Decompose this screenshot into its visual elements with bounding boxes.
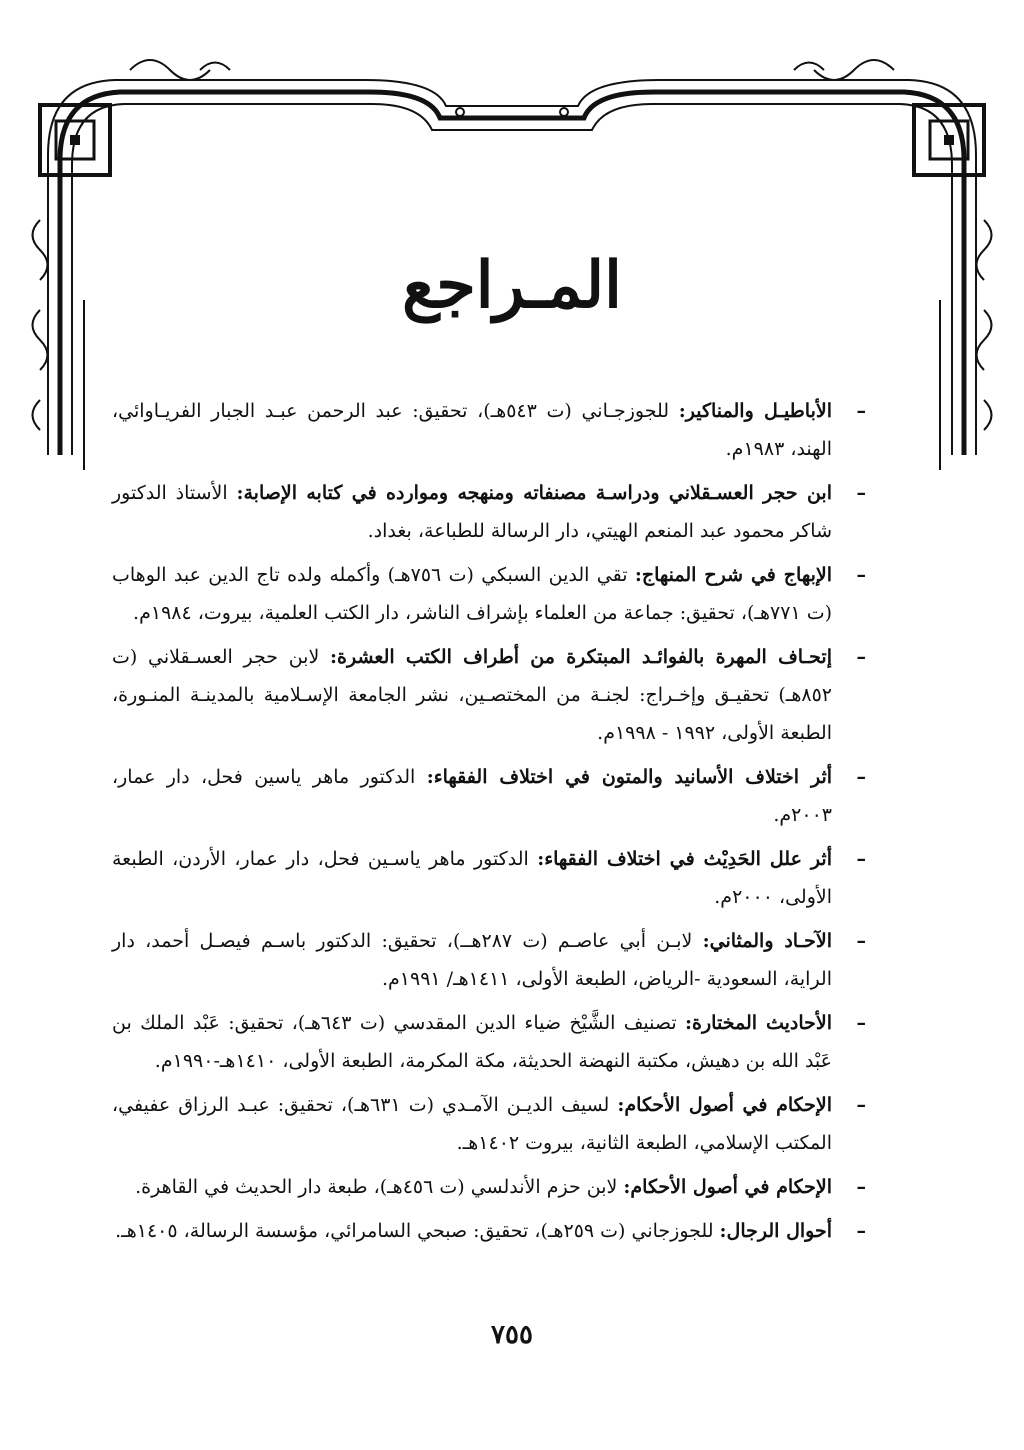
reference-title: الأحاديث المختارة: <box>685 1012 833 1034</box>
list-bullet: – <box>856 1176 866 1198</box>
reference-details: الدكتور ماهر ياسـين فحل، دار عمار، الأردن، الطبعة الأولى، ٢٠٠٠م. <box>112 848 832 908</box>
reference-entry <box>112 638 866 752</box>
list-bullet: – <box>856 646 866 668</box>
reference-details: تصنيف الشَّيْخ ضياء الدين المقدسي (ت ٦٤٣هـ)، تحقيق: عَبْد الملك بن عَبْد الله بن دهيش، مكتبة النهضة الحديثة، مكة المكرمة، الطبعة الأولى، ١٤١٠هـ-١٩٩٠م. <box>112 1012 832 1072</box>
reference-entry <box>112 1168 866 1206</box>
reference-details: للجوزجاني (ت ٢٥٩هـ)، تحقيق: صبحي السامرائي، مؤسسة الرسالة، ١٤٠٥هـ. <box>115 1220 714 1242</box>
reference-entry <box>112 758 866 834</box>
reference-details: لابـن أبي عاصـم (ت ٢٨٧هــ)، تحقيق: الدكتور باسـم فيصـل أحمد، دار الراية، السعودية -الرياض، الطبعة الأولى، ١٤١١هـ/ ١٩٩١م. <box>112 930 832 990</box>
reference-details: الدكتور ماهر ياسين فحل، دار عمار، ٢٠٠٣م. <box>112 766 832 826</box>
reference-entry <box>112 922 866 998</box>
list-bullet: – <box>856 848 866 870</box>
list-bullet: – <box>856 1220 866 1242</box>
reference-title: ابن حجر العسـقلاني ودراسـة مصنفاته ومنهجه وموارده في كتابه الإصابة: <box>236 482 833 504</box>
reference-details: لسيف الديـن الآمـدي (ت ٦٣١هـ)، تحقيق: عبـد الرزاق عفيفي، المكتب الإسلامي، الطبعة الثانية، بيروت ١٤٠٢هـ. <box>112 1094 832 1154</box>
reference-title: أثر اختلاف الأسانيد والمتون في اختلاف الفقهاء: <box>426 766 833 788</box>
reference-entry <box>112 556 866 632</box>
reference-title: الأباطيـل والمناكير: <box>678 400 832 422</box>
page-title: المـراجع <box>402 248 622 323</box>
reference-entry <box>112 1004 866 1080</box>
reference-title: أثر علل الحَدِيْث في اختلاف الفقهاء: <box>537 848 832 870</box>
reference-entry <box>112 1212 866 1250</box>
reference-title: إتحـاف المهرة بالفوائـد المبتكرة من أطراف الكتب العشرة: <box>330 646 832 668</box>
list-bullet: – <box>856 930 866 952</box>
page-number: ٧٥٥ <box>491 1320 533 1350</box>
reference-details: تقي الدين السبكي (ت ٧٥٦هـ) وأكمله ولده تاج الدين عبد الوهاب (ت ٧٧١هـ)، تحقيق: جماعة من العلماء بإشراف الناشر، دار الكتب العلمية، بيروت، ١٩٨٤م. <box>112 564 832 624</box>
reference-title: الإبهاج في شرح المنهاج: <box>634 564 832 586</box>
list-bullet: – <box>856 766 866 788</box>
reference-details: الأستاذ الدكتور شاكر محمود عبد المنعم الهيتي، دار الرسالة للطباعة، بغداد. <box>112 482 832 542</box>
reference-entry <box>112 474 866 550</box>
references-list <box>112 392 866 1256</box>
reference-details: للجوزجـاني (ت ٥٤٣هـ)، تحقيق: عبد الرحمن عبـد الجبار الفريـاوائي، الهند، ١٩٨٣م. <box>112 400 832 460</box>
reference-entry <box>112 840 866 916</box>
list-bullet: – <box>856 564 866 586</box>
reference-title: أحوال الرجال: <box>719 1220 832 1242</box>
reference-title: الإحكام في أصول الأحكام: <box>617 1094 832 1116</box>
reference-title: الإحكام في أصول الأحكام: <box>623 1176 832 1198</box>
reference-entry <box>112 1086 866 1162</box>
list-bullet: – <box>856 1094 866 1116</box>
list-bullet: – <box>856 482 866 504</box>
list-bullet: – <box>856 1012 866 1034</box>
reference-details: لابن حجر العسـقلاني (ت ٨٥٢هـ) تحقيـق وإخـراج: لجنـة من المختصـين، نشر الجامعة الإسـلامية بالمدينـة المنـورة، الطبعة الأولى، ١٩٩٢ - ١٩٩٨م. <box>112 646 832 744</box>
reference-entry <box>112 392 866 468</box>
reference-details: لابن حزم الأندلسي (ت ٤٥٦هـ)، طبعة دار الحديث في القاهرة. <box>135 1176 618 1198</box>
list-bullet: – <box>856 400 866 422</box>
reference-title: الآحـاد والمثاني: <box>702 930 832 952</box>
